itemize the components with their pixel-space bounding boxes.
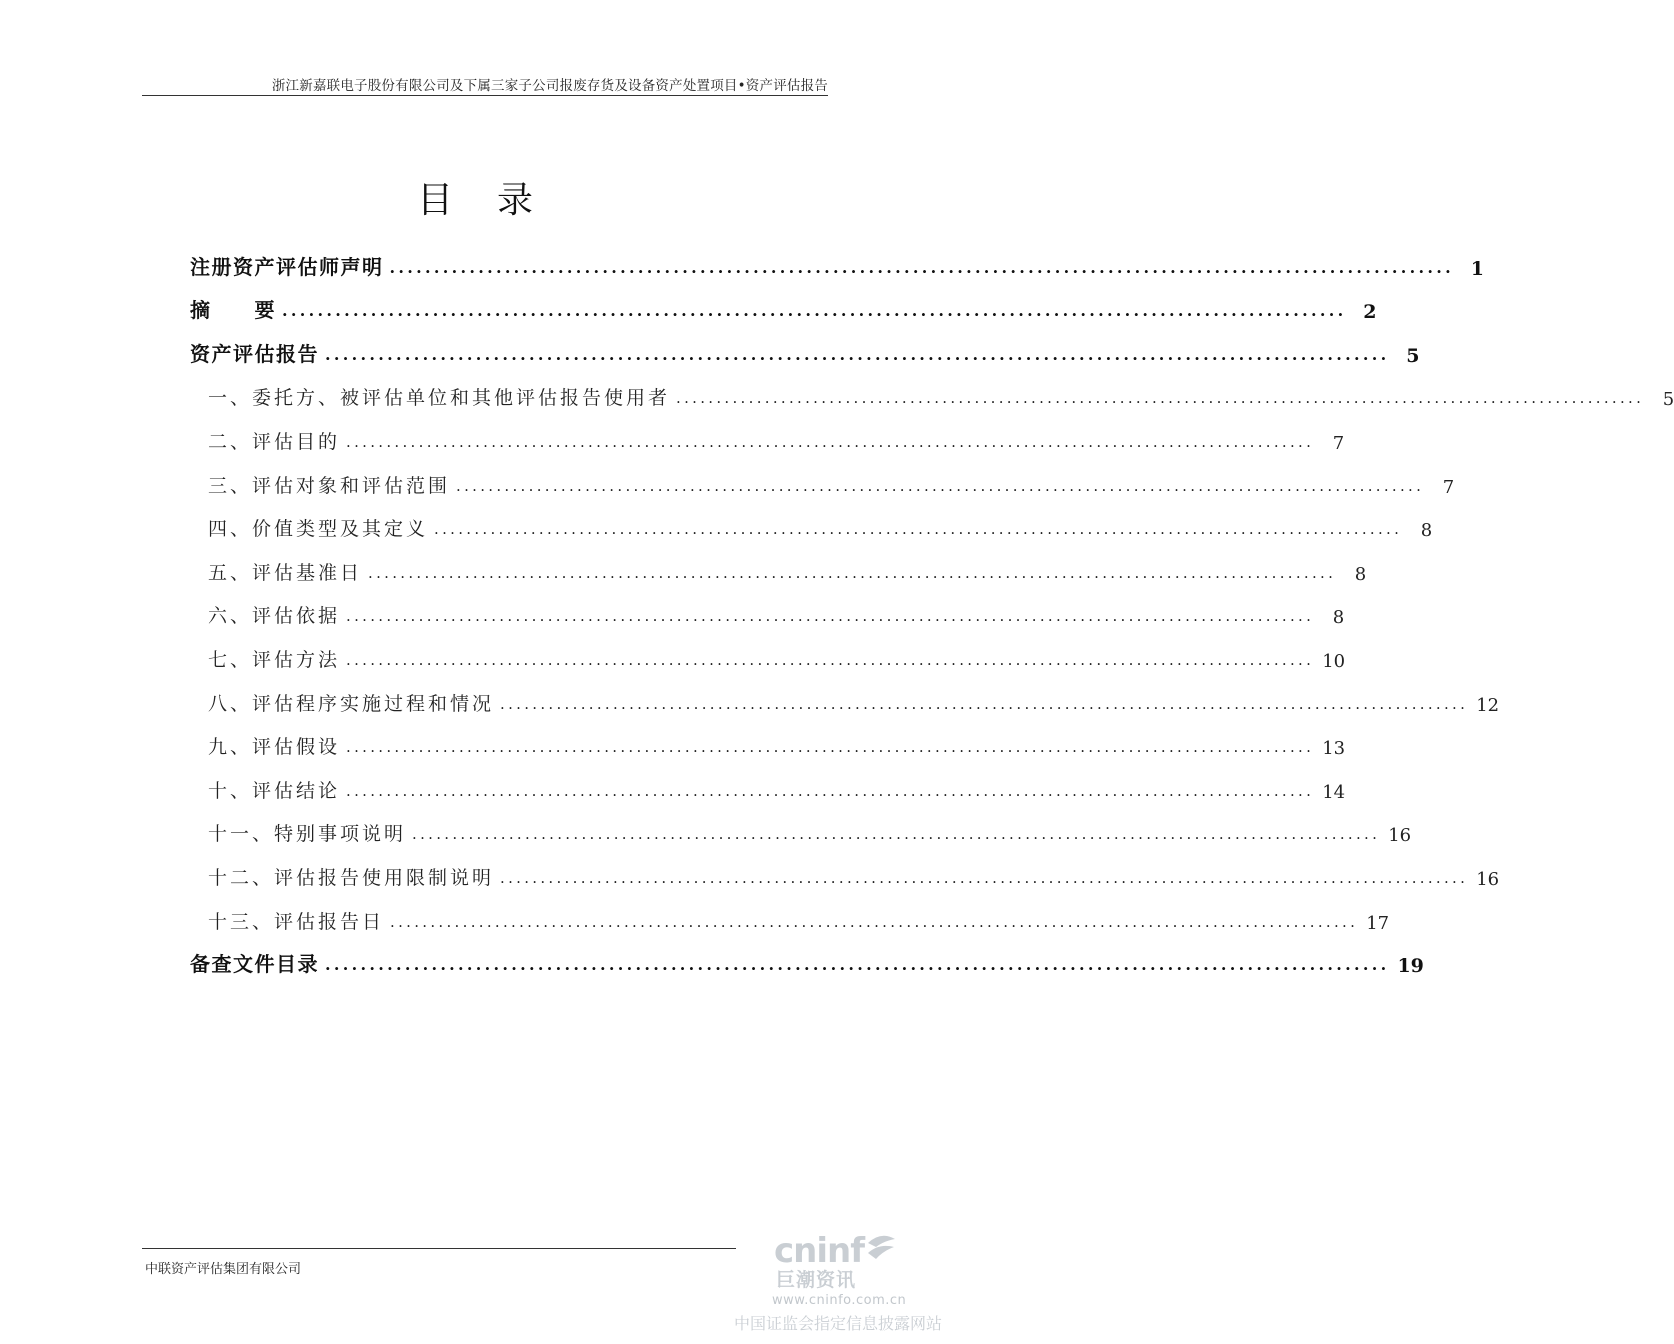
toc-entry-label: 九、评估假设 bbox=[208, 736, 341, 759]
toc-entry-label: 六、评估依据 bbox=[208, 605, 341, 628]
toc-dot-leader: ........................................................................................................................ bbox=[346, 432, 1315, 451]
toc-entry[interactable] bbox=[190, 541, 1367, 585]
toc-dot-leader: ........................................................................................................................ bbox=[346, 650, 1315, 669]
toc-entry-label: 八、评估程序实施过程和情况 bbox=[208, 692, 495, 715]
table-of-contents bbox=[190, 236, 1674, 978]
toc-entry-page: 17 bbox=[1366, 912, 1390, 934]
watermark-tagline: 中国证监会指定信息披露网站 bbox=[734, 1314, 943, 1333]
toc-entry-label: 五、评估基准日 bbox=[208, 561, 363, 584]
cninfo-swirl-icon bbox=[862, 1229, 900, 1267]
toc-entry-page: 7 bbox=[1442, 476, 1455, 498]
cninfo-watermark-logo bbox=[734, 1225, 948, 1340]
toc-entry[interactable] bbox=[190, 410, 1345, 454]
toc-entry[interactable] bbox=[190, 628, 1346, 672]
toc-entry[interactable] bbox=[190, 803, 1412, 847]
toc-entry-label: 注册资产评估师声明 bbox=[190, 254, 384, 279]
toc-dot-leader: ........................................................................................................................ bbox=[346, 607, 1315, 626]
toc-entry[interactable] bbox=[190, 585, 1345, 629]
toc-entry-page: 5 bbox=[1406, 344, 1420, 367]
toc-entry-page: 16 bbox=[1388, 825, 1412, 847]
toc-entry-label: 三、评估对象和评估范围 bbox=[208, 474, 451, 497]
toc-entry[interactable] bbox=[190, 454, 1455, 498]
toc-entry[interactable] bbox=[190, 236, 1484, 280]
watermark-brand: cninf bbox=[774, 1231, 865, 1271]
toc-dot-leader: ........................................................................................................................ bbox=[500, 868, 1469, 887]
toc-entry-page: 14 bbox=[1322, 781, 1346, 803]
toc-entry-page: 10 bbox=[1322, 650, 1346, 672]
toc-dot-leader: ........................................................................................................................ bbox=[676, 389, 1645, 408]
toc-entry-label: 四、价值类型及其定义 bbox=[208, 518, 429, 541]
toc-entry[interactable] bbox=[190, 716, 1346, 760]
toc-entry-label: 备查文件目录 bbox=[190, 952, 319, 977]
toc-entry-label: 十二、评估报告使用限制说明 bbox=[208, 866, 495, 889]
toc-dot-leader: ........................................................................................................................ bbox=[368, 563, 1337, 582]
toc-entry-label: 十、评估结论 bbox=[208, 779, 341, 802]
toc-entry[interactable] bbox=[190, 934, 1424, 978]
toc-entry-page: 13 bbox=[1322, 738, 1346, 760]
toc-entry-page: 12 bbox=[1476, 694, 1500, 716]
toc-entry-label: 十一、特别事项说明 bbox=[208, 823, 407, 846]
toc-entry-label: 摘 要 bbox=[190, 298, 276, 323]
toc-entry-page: 16 bbox=[1476, 868, 1500, 890]
toc-entry-page: 19 bbox=[1397, 955, 1424, 978]
page-title: 目录 bbox=[416, 180, 577, 221]
toc-entry-page: 8 bbox=[1332, 607, 1345, 629]
toc-dot-leader: ........................................................................................................................ bbox=[456, 476, 1425, 495]
toc-entry-page: 5 bbox=[1662, 389, 1674, 411]
footer-rule bbox=[142, 1248, 736, 1249]
toc-dot-leader: ........................................................................................................................ bbox=[434, 520, 1403, 539]
toc-entry-label: 七、评估方法 bbox=[208, 648, 341, 671]
running-header: 浙江新嘉联电子股份有限公司及下属三家子公司报废存货及设备资产处置项目•资产评估报告 bbox=[271, 78, 828, 94]
toc-entry[interactable] bbox=[190, 498, 1433, 542]
toc-entry-label: 二、评估目的 bbox=[208, 430, 341, 453]
toc-dot-leader: ........................................................................................................................ bbox=[390, 912, 1359, 931]
toc-entry-page: 8 bbox=[1420, 520, 1433, 542]
toc-entry[interactable] bbox=[190, 890, 1390, 934]
footer-company: 中联资产评估集团有限公司 bbox=[145, 1262, 302, 1277]
toc-dot-leader: ........................................................................................................................ bbox=[500, 694, 1469, 713]
toc-dot-leader: ........................................................................................................................ bbox=[325, 344, 1390, 364]
toc-entry[interactable] bbox=[190, 280, 1377, 324]
toc-dot-leader: ........................................................................................................................ bbox=[325, 955, 1390, 975]
watermark-brand-cn: 巨潮资讯 bbox=[776, 1269, 857, 1291]
toc-dot-leader: ........................................................................................................................ bbox=[346, 738, 1315, 757]
toc-dot-leader: ........................................................................................................................ bbox=[412, 825, 1381, 844]
toc-entry-page: 1 bbox=[1470, 257, 1484, 280]
header-rule bbox=[142, 95, 828, 96]
toc-entry[interactable] bbox=[190, 846, 1500, 890]
toc-dot-leader: ........................................................................................................................ bbox=[346, 781, 1315, 800]
toc-entry-page: 7 bbox=[1332, 432, 1345, 454]
toc-dot-leader: ........................................................................................................................ bbox=[282, 301, 1347, 321]
toc-entry-label: 一、委托方、被评估单位和其他评估报告使用者 bbox=[208, 387, 671, 410]
toc-entry[interactable] bbox=[190, 672, 1500, 716]
toc-entry-label: 资产评估报告 bbox=[190, 341, 319, 366]
toc-dot-leader: ........................................................................................................................ bbox=[389, 257, 1454, 277]
watermark-url: www.cninfo.com.cn bbox=[772, 1293, 907, 1308]
toc-entry-page: 8 bbox=[1354, 563, 1367, 585]
toc-entry[interactable] bbox=[190, 759, 1346, 803]
toc-entry-page: 2 bbox=[1363, 301, 1377, 324]
toc-entry-label: 十三、评估报告日 bbox=[208, 910, 385, 933]
toc-entry[interactable] bbox=[190, 323, 1420, 367]
toc-entry[interactable] bbox=[190, 367, 1674, 411]
